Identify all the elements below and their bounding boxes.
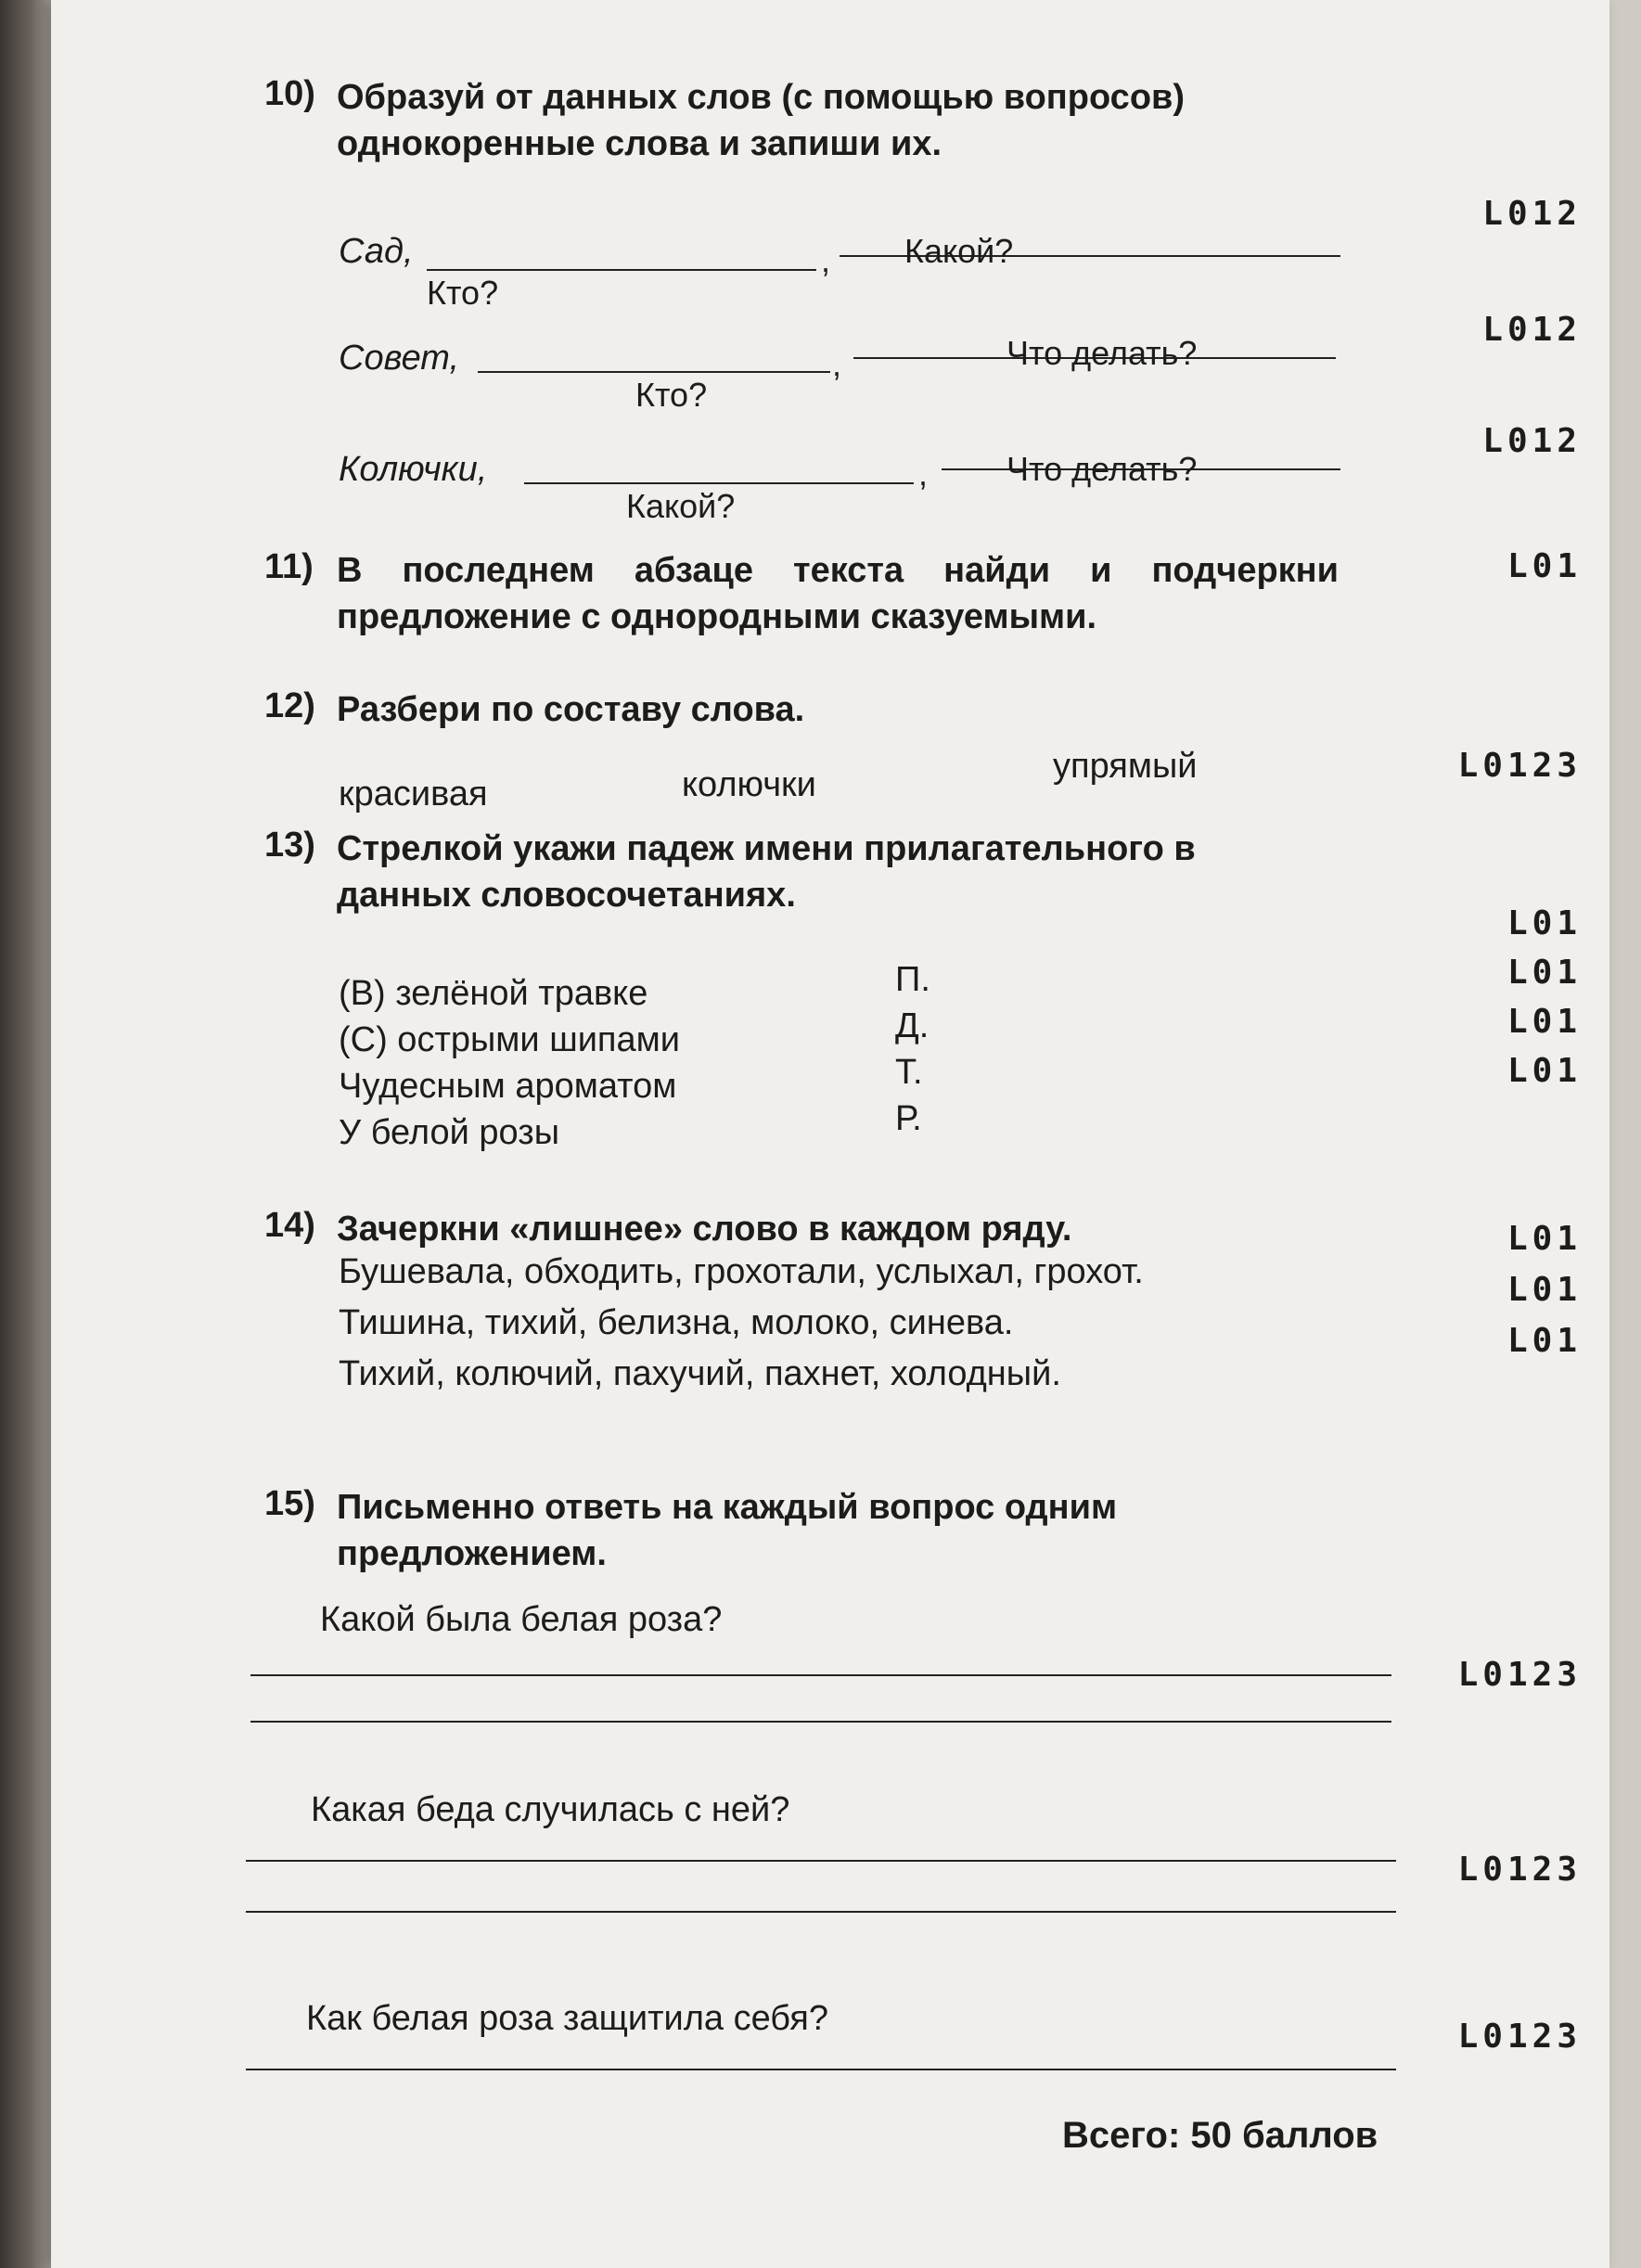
task-text: Стрелкой укажи падеж имени прилагательного в данных словосочетаниях. bbox=[337, 829, 1196, 915]
task-text: Письменно ответь на каждый вопрос одним предложением. bbox=[337, 1488, 1118, 1573]
question-hint: Кто? bbox=[427, 274, 499, 312]
word-to-parse: упрямый bbox=[1053, 747, 1198, 786]
question-hint: Кто? bbox=[635, 376, 708, 414]
answer-line[interactable] bbox=[246, 2069, 1396, 2070]
phrase: (В) зелёной травке bbox=[339, 974, 648, 1013]
phrase: Чудесным ароматом bbox=[339, 1067, 677, 1106]
worksheet-page bbox=[51, 0, 1609, 2268]
task-text: В последнем абзаце текста найди и подчеркни предложение с однородными сказуемыми. bbox=[337, 551, 1339, 636]
task-11 bbox=[264, 547, 1609, 668]
question: Как белая роза защитила себя? bbox=[306, 1999, 828, 2038]
base-word: Колючки, bbox=[339, 450, 488, 489]
score-label: L0123 bbox=[1457, 747, 1582, 785]
score-label: L01 bbox=[1506, 904, 1582, 942]
question: Какая беда случилась с ней? bbox=[311, 1790, 790, 1829]
score-label: L012 bbox=[1482, 422, 1582, 460]
score-label: L0123 bbox=[1457, 1851, 1582, 1889]
answer-line[interactable] bbox=[427, 269, 816, 271]
score-label: L0123 bbox=[1457, 1656, 1582, 1694]
phrase: (С) острыми шипами bbox=[339, 1020, 680, 1059]
task-12 bbox=[264, 686, 1609, 826]
case-option[interactable]: Т. bbox=[895, 1053, 923, 1092]
score-label: L01 bbox=[1506, 954, 1582, 992]
score-label: L01 bbox=[1506, 547, 1582, 585]
answer-line[interactable] bbox=[478, 371, 830, 373]
score-label: L01 bbox=[1506, 1322, 1582, 1360]
task-13 bbox=[264, 826, 1609, 1243]
question-hint: Какой? bbox=[904, 232, 1014, 270]
task-text: Образуй от данных слов (с помощью вопросов) однокоренные слова и запиши их. bbox=[337, 78, 1186, 163]
word-row[interactable]: Тишина, тихий, белизна, молоко, синева. bbox=[339, 1303, 1014, 1342]
score-label: L01 bbox=[1506, 1003, 1582, 1041]
word-to-parse: колючки bbox=[682, 765, 816, 804]
word-to-parse: красивая bbox=[339, 775, 488, 814]
task-text: Разбери по составу слова. bbox=[337, 690, 805, 729]
task-14 bbox=[264, 1206, 1609, 1484]
score-label: L01 bbox=[1506, 1271, 1582, 1309]
task-number: 11) bbox=[264, 547, 314, 586]
comma: , bbox=[821, 241, 831, 279]
score-label: L012 bbox=[1482, 195, 1582, 233]
score-label: L0123 bbox=[1457, 2018, 1582, 2056]
answer-line[interactable] bbox=[524, 482, 914, 484]
comma: , bbox=[832, 345, 842, 383]
question-hint: Что делать? bbox=[1006, 450, 1198, 488]
case-option[interactable]: Р. bbox=[895, 1099, 922, 1138]
task-text: Зачеркни «лишнее» слово в каждом ряду. bbox=[337, 1210, 1072, 1249]
task-number: 13) bbox=[264, 826, 315, 865]
base-word: Сад, bbox=[339, 232, 414, 271]
answer-line[interactable] bbox=[246, 1911, 1396, 1913]
total-score: Всего: 50 баллов bbox=[1062, 2115, 1378, 2156]
task-15 bbox=[264, 1484, 1609, 2133]
base-word: Совет, bbox=[339, 339, 460, 378]
task-number: 15) bbox=[264, 1484, 315, 1523]
score-label: L012 bbox=[1482, 311, 1582, 349]
case-option[interactable]: П. bbox=[895, 960, 930, 999]
word-row[interactable]: Бушевала, обходить, грохотали, услыхал, грохот. bbox=[339, 1252, 1144, 1291]
task-number: 10) bbox=[264, 74, 315, 113]
comma: , bbox=[918, 455, 929, 493]
case-option[interactable]: Д. bbox=[895, 1006, 929, 1045]
phrase: У белой розы bbox=[339, 1113, 560, 1152]
question: Какой была белая роза? bbox=[320, 1600, 723, 1639]
question-hint: Что делать? bbox=[1006, 334, 1198, 372]
worksheet-content bbox=[264, 74, 1609, 2236]
answer-line[interactable] bbox=[250, 1721, 1391, 1723]
answer-line[interactable] bbox=[250, 1674, 1391, 1676]
word-row[interactable]: Тихий, колючий, пахучий, пахнет, холодный. bbox=[339, 1354, 1061, 1393]
score-label: L01 bbox=[1506, 1052, 1582, 1090]
answer-line[interactable] bbox=[246, 1860, 1396, 1862]
score-label: L01 bbox=[1506, 1220, 1582, 1258]
book-edge bbox=[0, 0, 51, 2268]
task-10 bbox=[264, 74, 1609, 557]
task-number: 12) bbox=[264, 686, 315, 725]
question-hint: Какой? bbox=[626, 487, 736, 525]
task-number: 14) bbox=[264, 1206, 315, 1245]
